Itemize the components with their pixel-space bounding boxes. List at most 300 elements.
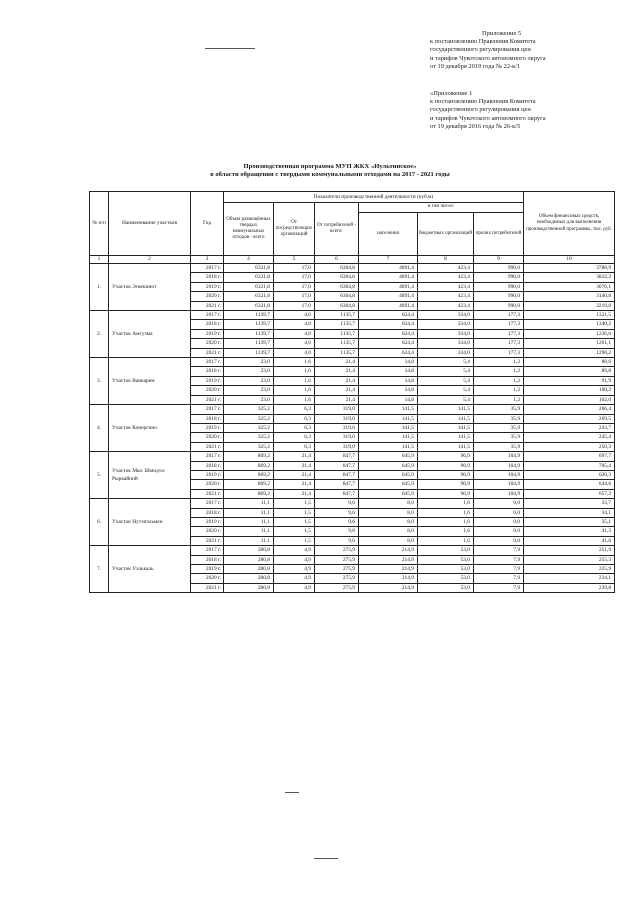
cell-year: 2021 г. <box>191 583 224 592</box>
cell-budget-orgs: 96,9 <box>418 489 474 498</box>
cell-year: 2020 г. <box>191 386 224 395</box>
appendix-1-line: от 19 декабря 2016 года № 26-к/5 <box>430 122 521 130</box>
cell-other-consumers: 7,9 <box>474 574 524 583</box>
table-row <box>90 452 615 461</box>
cell-volume-total: 325,2 <box>224 423 274 432</box>
cell-finance: 89,8 <box>524 367 615 376</box>
cell-finance: 88,6 <box>524 358 615 367</box>
cell-year: 2021 г. <box>191 301 224 310</box>
cell-from-consumers: 9,6 <box>315 508 359 517</box>
table-row <box>90 358 615 367</box>
cell-volume-total: 280,8 <box>224 574 274 583</box>
cell-year: 2021 г. <box>191 348 224 357</box>
cell-volume-total: 6321,8 <box>224 273 274 282</box>
cell-other-consumers: 990,0 <box>474 292 524 301</box>
cell-other-consumers: 0,0 <box>474 527 524 536</box>
cell-from-orgs: 1,6 <box>274 358 315 367</box>
cell-other-consumers: 35,9 <box>474 433 524 442</box>
appendix-5-block <box>430 30 630 71</box>
cell-from-orgs: 1,6 <box>274 367 315 376</box>
cell-other-consumers: 35,9 <box>474 405 524 414</box>
header-num: № п/п <box>90 192 109 256</box>
cell-budget-orgs: 53,0 <box>418 565 474 574</box>
cell-from-consumers: 319,0 <box>315 423 359 432</box>
cell-budget-orgs: 53,0 <box>418 546 474 555</box>
cell-from-orgs: 1,6 <box>274 386 315 395</box>
cell-site-name: Участок Мыс Шмидта-Рыркайпий <box>109 452 191 499</box>
cell-year: 2017 г. <box>191 546 224 555</box>
cell-population: 624,4 <box>359 339 418 348</box>
cell-other-consumers: 177,3 <box>474 311 524 320</box>
column-number: 2 <box>109 256 191 264</box>
cell-from-consumers: 275,9 <box>315 555 359 564</box>
cell-other-consumers: 1,2 <box>474 386 524 395</box>
cell-other-consumers: 1,2 <box>474 376 524 385</box>
cell-from-orgs: 6,3 <box>274 442 315 451</box>
cell-population: 214,9 <box>359 583 418 592</box>
cell-other-consumers: 7,9 <box>474 555 524 564</box>
cell-other-consumers: 104,9 <box>474 480 524 489</box>
cell-population: 645,9 <box>359 489 418 498</box>
cell-year: 2020 г. <box>191 339 224 348</box>
header-other-consumers: прочих потребителей <box>474 213 524 256</box>
cell-volume-total: 6321,8 <box>224 282 274 291</box>
cell-finance: 34,1 <box>524 508 615 517</box>
scan-mark-bottom <box>314 858 338 859</box>
column-number: 7 <box>359 256 418 264</box>
cell-population: 4891,4 <box>359 273 418 282</box>
cell-from-consumers: 21,4 <box>315 376 359 385</box>
cell-finance: 3076,1 <box>524 282 615 291</box>
cell-from-orgs: 6,3 <box>274 423 315 432</box>
appendix-1-line: к постановлению Правления Комитета <box>430 98 536 106</box>
cell-other-consumers: 177,3 <box>474 320 524 329</box>
cell-from-consumers: 319,0 <box>315 405 359 414</box>
cell-from-consumers: 6304,8 <box>315 292 359 301</box>
cell-from-orgs: 17,0 <box>274 301 315 310</box>
cell-year: 2017 г. <box>191 405 224 414</box>
cell-year: 2018 г. <box>191 320 224 329</box>
column-number: 9 <box>474 256 524 264</box>
appendix-1-line: «Приложение 1 <box>430 90 473 97</box>
cell-from-consumers: 21,4 <box>315 386 359 395</box>
cell-year: 2019 г. <box>191 423 224 432</box>
cell-population: 645,9 <box>359 452 418 461</box>
cell-from-consumers: 9,6 <box>315 536 359 545</box>
cell-site-name: Участок Уэлькаль <box>109 546 191 593</box>
cell-finance: 41,6 <box>524 536 615 545</box>
appendix-5-line: к постановлению Правления Комитета <box>430 38 536 46</box>
table-row <box>90 264 615 273</box>
cell-other-consumers: 7,9 <box>474 565 524 574</box>
cell-year: 2017 г. <box>191 452 224 461</box>
cell-from-orgs: 6,3 <box>274 405 315 414</box>
cell-volume-total: 1139,7 <box>224 320 274 329</box>
cell-volume-total: 23,0 <box>224 395 274 404</box>
cell-population: 14,8 <box>359 367 418 376</box>
cell-population: 214,9 <box>359 546 418 555</box>
cell-other-consumers: 0,0 <box>474 508 524 517</box>
cell-from-consumers: 6304,8 <box>315 264 359 273</box>
appendix-1-line: и тарифов Чукотского автономного округа <box>430 114 546 122</box>
header-budget-orgs: бюджетных организаций <box>418 213 474 256</box>
cell-site-num: 7. <box>90 546 109 593</box>
cell-from-orgs: 1,5 <box>274 527 315 536</box>
cell-population: 14,8 <box>359 386 418 395</box>
cell-year: 2019 г. <box>191 517 224 526</box>
cell-finance: 644,6 <box>524 480 615 489</box>
cell-budget-orgs: 141,5 <box>418 423 474 432</box>
cell-population: 4891,4 <box>359 292 418 301</box>
cell-other-consumers: 990,0 <box>474 301 524 310</box>
cell-from-consumers: 9,6 <box>315 499 359 508</box>
cell-other-consumers: 104,9 <box>474 452 524 461</box>
cell-from-orgs: 21,4 <box>274 470 315 479</box>
header-finance: Объем финансовых средств, необходимых для выполнения производственной программы, тыс. руб. <box>524 192 615 256</box>
cell-year: 2020 г. <box>191 292 224 301</box>
cell-site-name: Участок Амгуэма <box>109 311 191 358</box>
cell-budget-orgs: 5,4 <box>418 367 474 376</box>
cell-year: 2020 г. <box>191 480 224 489</box>
cell-other-consumers: 104,9 <box>474 470 524 479</box>
cell-population: 214,9 <box>359 565 418 574</box>
cell-volume-total: 1139,7 <box>224 339 274 348</box>
cell-from-consumers: 21,4 <box>315 367 359 376</box>
cell-volume-total: 11,1 <box>224 508 274 517</box>
cell-year: 2019 г. <box>191 565 224 574</box>
cell-budget-orgs: 96,9 <box>418 480 474 489</box>
cell-population: 624,4 <box>359 311 418 320</box>
cell-site-num: 4. <box>90 405 109 452</box>
program-title <box>95 163 565 180</box>
cell-volume-total: 280,8 <box>224 565 274 574</box>
cell-budget-orgs: 5,4 <box>418 395 474 404</box>
cell-volume-total: 23,0 <box>224 367 274 376</box>
cell-from-orgs: 21,4 <box>274 461 315 470</box>
cell-site-num: 6. <box>90 499 109 546</box>
cell-from-consumers: 847,7 <box>315 489 359 498</box>
header-year: Год <box>191 192 224 256</box>
cell-other-consumers: 104,9 <box>474 461 524 470</box>
cell-budget-orgs: 1,6 <box>418 536 474 545</box>
cell-from-orgs: 17,0 <box>274 273 315 282</box>
cell-site-name: Участок Нутэпэльмен <box>109 499 191 546</box>
cell-budget-orgs: 141,5 <box>418 433 474 442</box>
cell-budget-orgs: 423,4 <box>418 292 474 301</box>
cell-volume-total: 11,1 <box>224 536 274 545</box>
cell-finance: 91,9 <box>524 376 615 385</box>
cell-finance: 1261,1 <box>524 339 615 348</box>
cell-population: 141,5 <box>359 433 418 442</box>
cell-population: 4891,4 <box>359 282 418 291</box>
cell-finance: 1340,2 <box>524 320 615 329</box>
cell-volume-total: 23,0 <box>224 386 274 395</box>
cell-from-consumers: 847,7 <box>315 480 359 489</box>
cell-population: 8,0 <box>359 527 418 536</box>
column-number-row <box>90 256 615 264</box>
cell-from-orgs: 1,5 <box>274 508 315 517</box>
cell-budget-orgs: 53,0 <box>418 574 474 583</box>
cell-finance: 250,3 <box>524 442 615 451</box>
cell-finance: 239,8 <box>524 583 615 592</box>
production-program-table <box>89 191 615 593</box>
cell-from-consumers: 319,0 <box>315 433 359 442</box>
cell-from-consumers: 9,6 <box>315 517 359 526</box>
cell-population: 14,8 <box>359 358 418 367</box>
cell-year: 2021 г. <box>191 489 224 498</box>
cell-volume-total: 23,0 <box>224 376 274 385</box>
cell-site-num: 1. <box>90 264 109 311</box>
cell-volume-total: 6321,8 <box>224 292 274 301</box>
cell-volume-total: 11,1 <box>224 517 274 526</box>
cell-finance: 705,4 <box>524 461 615 470</box>
cell-budget-orgs: 423,4 <box>418 282 474 291</box>
cell-volume-total: 869,2 <box>224 480 274 489</box>
table-body <box>90 264 615 593</box>
cell-budget-orgs: 96,9 <box>418 452 474 461</box>
cell-year: 2018 г. <box>191 555 224 564</box>
header-from-consumers: От потребителей - всего: <box>315 203 359 256</box>
cell-from-orgs: 4,9 <box>274 565 315 574</box>
cell-from-orgs: 21,4 <box>274 489 315 498</box>
cell-volume-total: 325,2 <box>224 414 274 423</box>
cell-year: 2018 г. <box>191 461 224 470</box>
cell-finance: 225,9 <box>524 565 615 574</box>
cell-finance: 243,7 <box>524 423 615 432</box>
cell-budget-orgs: 1,6 <box>418 527 474 536</box>
cell-from-consumers: 1135,7 <box>315 311 359 320</box>
cell-finance: 657,2 <box>524 489 615 498</box>
table-row <box>90 405 615 414</box>
cell-from-consumers: 275,9 <box>315 583 359 592</box>
cell-finance: 100,2 <box>524 386 615 395</box>
column-number: 1 <box>90 256 109 264</box>
cell-site-name: Участок Ванкарем <box>109 358 191 405</box>
cell-finance: 620,3 <box>524 470 615 479</box>
cell-other-consumers: 990,0 <box>474 282 524 291</box>
scan-mark-top <box>205 48 255 49</box>
cell-budget-orgs: 5,4 <box>418 376 474 385</box>
cell-from-consumers: 275,9 <box>315 546 359 555</box>
cell-volume-total: 280,8 <box>224 546 274 555</box>
cell-year: 2017 г. <box>191 499 224 508</box>
cell-finance: 251,9 <box>524 546 615 555</box>
cell-from-consumers: 847,7 <box>315 461 359 470</box>
cell-from-consumers: 319,0 <box>315 414 359 423</box>
header-population: населения <box>359 213 418 256</box>
cell-population: 8,0 <box>359 517 418 526</box>
cell-other-consumers: 1,2 <box>474 367 524 376</box>
cell-volume-total: 280,8 <box>224 583 274 592</box>
cell-population: 214,9 <box>359 574 418 583</box>
cell-year: 2017 г. <box>191 264 224 273</box>
cell-year: 2021 г. <box>191 395 224 404</box>
cell-site-num: 2. <box>90 311 109 358</box>
cell-finance: 245,4 <box>524 433 615 442</box>
appendix-5-line: государственного регулирования цен <box>430 46 531 54</box>
cell-volume-total: 6321,8 <box>224 264 274 273</box>
cell-year: 2017 г. <box>191 311 224 320</box>
cell-volume-total: 869,2 <box>224 452 274 461</box>
program-title-line-1: Производственная программа МУП ЖКХ «Иультинское» <box>243 163 417 170</box>
cell-year: 2020 г. <box>191 574 224 583</box>
table-row <box>90 499 615 508</box>
cell-budget-orgs: 334,0 <box>418 339 474 348</box>
appendix-1-line: государственного регулирования цен <box>430 106 531 114</box>
cell-population: 214,9 <box>359 555 418 564</box>
cell-from-consumers: 6304,8 <box>315 301 359 310</box>
cell-from-consumers: 847,7 <box>315 470 359 479</box>
cell-population: 8,0 <box>359 536 418 545</box>
cell-population: 4891,4 <box>359 301 418 310</box>
cell-finance: 1290,2 <box>524 348 615 357</box>
cell-from-consumers: 275,9 <box>315 574 359 583</box>
cell-other-consumers: 177,3 <box>474 339 524 348</box>
cell-year: 2018 г. <box>191 414 224 423</box>
column-number: 5 <box>274 256 315 264</box>
cell-finance: 3219,0 <box>524 301 615 310</box>
cell-from-orgs: 21,4 <box>274 452 315 461</box>
cell-finance: 1236,0 <box>524 329 615 338</box>
cell-year: 2017 г. <box>191 358 224 367</box>
cell-from-consumers: 6304,8 <box>315 273 359 282</box>
column-number: 6 <box>315 256 359 264</box>
cell-from-orgs: 17,0 <box>274 292 315 301</box>
cell-budget-orgs: 334,0 <box>418 329 474 338</box>
cell-other-consumers: 177,3 <box>474 329 524 338</box>
table-row <box>90 546 615 555</box>
cell-volume-total: 280,8 <box>224 555 274 564</box>
cell-other-consumers: 1,2 <box>474 395 524 404</box>
cell-year: 2019 г. <box>191 282 224 291</box>
header-indicators: Показатели производственной деятельности (куб.м) <box>224 192 524 203</box>
cell-finance: 269,5 <box>524 414 615 423</box>
cell-from-orgs: 1,5 <box>274 536 315 545</box>
cell-volume-total: 1139,7 <box>224 311 274 320</box>
cell-from-orgs: 4,0 <box>274 339 315 348</box>
cell-finance: 266,4 <box>524 405 615 414</box>
cell-other-consumers: 35,9 <box>474 442 524 451</box>
cell-population: 645,9 <box>359 470 418 479</box>
cell-population: 14,8 <box>359 395 418 404</box>
cell-from-consumers: 1135,7 <box>315 348 359 357</box>
cell-from-consumers: 275,9 <box>315 565 359 574</box>
cell-from-orgs: 17,0 <box>274 264 315 273</box>
cell-other-consumers: 1,2 <box>474 358 524 367</box>
cell-year: 2019 г. <box>191 329 224 338</box>
cell-from-consumers: 21,4 <box>315 395 359 404</box>
cell-population: 141,5 <box>359 442 418 451</box>
cell-volume-total: 869,2 <box>224 489 274 498</box>
cell-site-name: Участок Конергино <box>109 405 191 452</box>
cell-population: 141,5 <box>359 405 418 414</box>
cell-volume-total: 325,2 <box>224 405 274 414</box>
column-number: 10 <box>524 256 615 264</box>
cell-volume-total: 11,1 <box>224 499 274 508</box>
column-number: 8 <box>418 256 474 264</box>
cell-site-name: Участок Эгвекинот <box>109 264 191 311</box>
cell-population: 624,4 <box>359 348 418 357</box>
cell-population: 4891,4 <box>359 264 418 273</box>
cell-year: 2020 г. <box>191 433 224 442</box>
cell-budget-orgs: 96,9 <box>418 461 474 470</box>
cell-budget-orgs: 96,9 <box>418 470 474 479</box>
cell-population: 624,4 <box>359 320 418 329</box>
cell-from-consumers: 1135,7 <box>315 339 359 348</box>
cell-budget-orgs: 53,0 <box>418 583 474 592</box>
cell-budget-orgs: 334,0 <box>418 348 474 357</box>
cell-budget-orgs: 423,4 <box>418 273 474 282</box>
cell-from-orgs: 4,0 <box>274 348 315 357</box>
cell-other-consumers: 7,9 <box>474 546 524 555</box>
cell-from-consumers: 1135,7 <box>315 329 359 338</box>
cell-population: 8,0 <box>359 499 418 508</box>
cell-volume-total: 11,1 <box>224 527 274 536</box>
cell-budget-orgs: 5,4 <box>418 386 474 395</box>
cell-from-orgs: 6,3 <box>274 433 315 442</box>
column-number: 3 <box>191 256 224 264</box>
cell-finance: 3832,2 <box>524 273 615 282</box>
cell-finance: 234,1 <box>524 574 615 583</box>
cell-from-orgs: 4,0 <box>274 311 315 320</box>
cell-budget-orgs: 334,0 <box>418 320 474 329</box>
header-from-orgs: От посредствующих организаций <box>274 203 315 256</box>
cell-from-orgs: 6,3 <box>274 414 315 423</box>
cell-other-consumers: 990,0 <box>474 264 524 273</box>
cell-other-consumers: 177,3 <box>474 348 524 357</box>
cell-budget-orgs: 141,5 <box>418 405 474 414</box>
cell-from-consumers: 319,0 <box>315 442 359 451</box>
cell-volume-total: 869,2 <box>224 461 274 470</box>
cell-volume-total: 23,0 <box>224 358 274 367</box>
cell-other-consumers: 35,9 <box>474 423 524 432</box>
cell-from-orgs: 17,0 <box>274 282 315 291</box>
cell-budget-orgs: 141,5 <box>418 414 474 423</box>
cell-other-consumers: 104,9 <box>474 489 524 498</box>
cell-year: 2018 г. <box>191 367 224 376</box>
cell-other-consumers: 0,0 <box>474 499 524 508</box>
cell-from-orgs: 4,9 <box>274 583 315 592</box>
appendix-5-line: от 19 декабря 2019 года № 22-к/1 <box>430 62 521 70</box>
cell-from-consumers: 847,7 <box>315 452 359 461</box>
cell-from-consumers: 21,4 <box>315 358 359 367</box>
header-site-name: Наименование участков <box>109 192 191 256</box>
appendix-5-line: и тарифов Чукотского автономного округа <box>430 54 546 62</box>
cell-from-orgs: 1,5 <box>274 499 315 508</box>
cell-volume-total: 325,2 <box>224 433 274 442</box>
cell-population: 14,8 <box>359 376 418 385</box>
cell-from-orgs: 1,5 <box>274 517 315 526</box>
cell-finance: 35,1 <box>524 517 615 526</box>
cell-volume-total: 325,2 <box>224 442 274 451</box>
cell-finance: 255,3 <box>524 555 615 564</box>
cell-year: 2019 г. <box>191 470 224 479</box>
cell-year: 2020 г. <box>191 527 224 536</box>
cell-volume-total: 6321,8 <box>224 301 274 310</box>
cell-from-consumers: 1135,7 <box>315 320 359 329</box>
table-row <box>90 311 615 320</box>
cell-budget-orgs: 1,6 <box>418 517 474 526</box>
appendix-1-block <box>430 90 630 131</box>
cell-other-consumers: 35,9 <box>474 414 524 423</box>
cell-other-consumers: 990,0 <box>474 273 524 282</box>
cell-year: 2019 г. <box>191 376 224 385</box>
cell-finance: 3788,9 <box>524 264 615 273</box>
appendix-5-title: Приложение 5 <box>482 30 522 37</box>
cell-year: 2021 г. <box>191 536 224 545</box>
cell-from-orgs: 1,6 <box>274 395 315 404</box>
cell-population: 645,9 <box>359 480 418 489</box>
